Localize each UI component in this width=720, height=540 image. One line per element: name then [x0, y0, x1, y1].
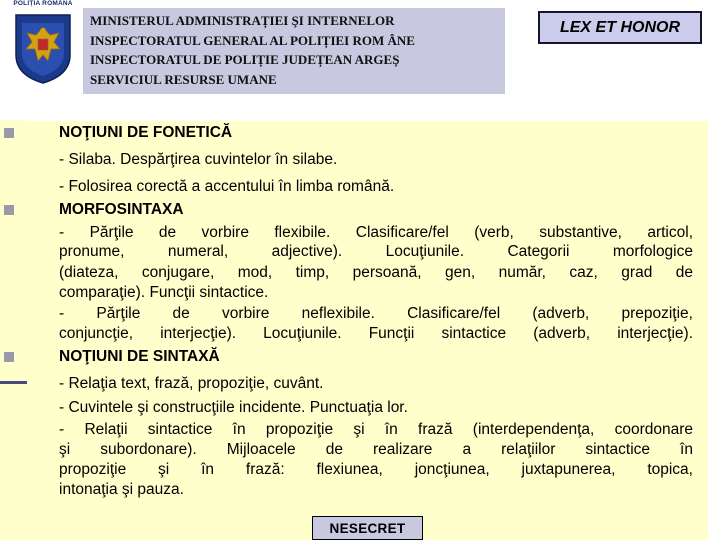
paragraph-line: pronume, numeral, adjective). Locuţiunile. Categorii morfologice: [59, 243, 693, 260]
section-title-sintaxa: NOŢIUNI DE SINTAXĂ: [59, 348, 220, 365]
section-line: - Silaba. Despărţirea cuvintelor în silabe.: [59, 151, 338, 168]
motto-text: LEX ET HONOR: [559, 18, 680, 36]
paragraph-line: şi subordonare). Mijloacele de realizare a relaţiilor sintactice în: [59, 441, 693, 458]
classification-label: NESECRET: [329, 520, 406, 536]
paragraph-line: comparaţie). Funcţii sintactice.: [59, 284, 269, 301]
section-line: - Cuvintele şi construcţiile incidente. Punctuaţia lor.: [59, 399, 408, 416]
left-decorative-band: [0, 120, 27, 540]
paragraph-line: (diateza, conjugare, mod, timp, persoană, gen, număr, caz, grad de: [59, 264, 693, 281]
header-line-service: SERVICIUL RESURSE UMANE: [90, 71, 277, 87]
section-line: - Folosirea corectă a accentului în limba română.: [59, 178, 395, 195]
paragraph-line: - Părţile de vorbire neflexibile. Clasificare/fel (adverb, prepoziţie,: [59, 305, 693, 322]
logo-caption: POLIȚIA ROMÂNĂ: [13, 0, 73, 7]
header-line-general-inspectorate: INSPECTORATUL GENERAL AL POLIȚIEI ROM ÂNE: [90, 32, 415, 48]
paragraph-line: - Părţile de vorbire flexibile. Clasificare/fel (verb, substantive, articol,: [59, 224, 693, 241]
institution-header: [83, 8, 505, 94]
police-crest-icon: [12, 9, 74, 85]
motto-box: [538, 11, 702, 44]
section-title-morfosintaxa: MORFOSINTAXA: [59, 201, 184, 218]
section-title-fonetica: NOŢIUNI DE FONETICĂ: [59, 124, 233, 141]
header-line-county-inspectorate: INSPECTORATUL DE POLIȚIE JUDEȚEAN ARGEŞ: [90, 52, 400, 68]
paragraph-line: propoziţie şi în frază: flexiunea, joncţiunea, juxtapunerea, topica,: [59, 461, 693, 478]
police-logo: [6, 0, 80, 86]
classification-stamp: [312, 516, 423, 540]
paragraph-line: conjuncţie, interjecţie). Locuţiunile. Funcţii sintactice (adverb, interjecţie).: [59, 325, 693, 342]
paragraph-line: intonaţia şi pauza.: [59, 481, 184, 498]
header-line-ministry: MINISTERUL ADMINISTRAȚIEI ŞI INTERNELOR: [90, 13, 395, 28]
bullet-icon: [4, 205, 14, 215]
bullet-icon: [4, 128, 14, 138]
bullet-icon: [4, 352, 14, 362]
left-band-divider: [0, 381, 27, 384]
section-line: - Relaţia text, frază, propoziţie, cuvânt.: [59, 375, 324, 392]
paragraph-line: - Relaţii sintactice în propoziţie şi în frază (interdependenţa, coordonare: [59, 421, 693, 438]
